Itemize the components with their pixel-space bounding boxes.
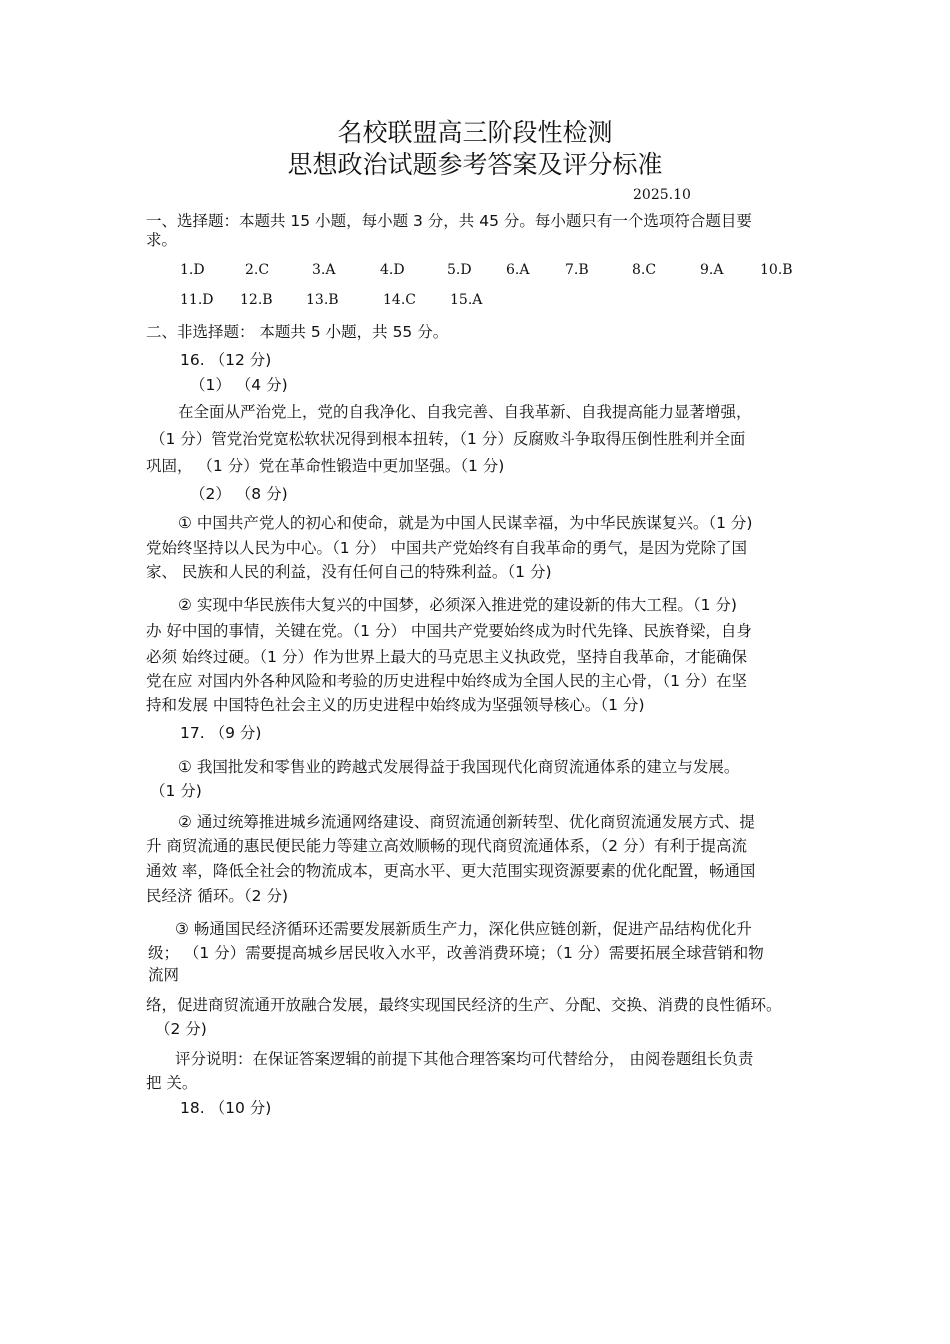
q16-part1-line: （1 分）管党治党宽松软状况得到根本扭转，（1 分）反腐败斗争取得压倒性胜利并全面 xyxy=(150,430,746,448)
q16-part2-line: 持和发展 中国特色社会主义的历史进程中始终成为坚强领导核心。（1 分) xyxy=(146,696,645,714)
q18-label: 18. （10 分) xyxy=(180,1099,272,1117)
q16-part2-line: 必须 始终过硬。（1 分）作为世界上最大的马克思主义执政党，坚持自我革命，才能确保 xyxy=(146,648,747,666)
q17-line: 升 商贸流通的惠民便民能力等建立高效顺畅的现代商贸流通体系，（2 分）有利于提高流 xyxy=(146,837,747,855)
answer-item: 14.C xyxy=(383,292,416,308)
answer-item: 7.B xyxy=(565,262,589,278)
q16-part2-line: 家、 民族和人民的利益，没有任何自己的特殊利益。（1 分) xyxy=(146,563,552,581)
q17-line: 流网 xyxy=(148,966,180,984)
answer-item: 8.C xyxy=(632,262,657,278)
section1-heading-line2: 求。 xyxy=(146,231,178,249)
q16-label: 16. （12 分) xyxy=(180,351,272,369)
title-line-1: 名校联盟高三阶段性检测 xyxy=(337,118,613,147)
q17-line: 络，促进商贸流通开放融合发展，最终实现国民经济的生产、分配、交换、消费的良性循环。 xyxy=(146,996,782,1014)
q17-line: ③ 畅通国民经济循环还需要发展新质生产力，深化供应链创新，促进产品结构优化升 xyxy=(175,920,752,938)
answer-item: 9.A xyxy=(700,262,724,278)
answer-item: 12.B xyxy=(240,292,273,308)
title-line-2: 思想政治试题参考答案及评分标准 xyxy=(287,150,663,179)
answer-item: 5.D xyxy=(447,262,472,278)
answer-item: 6.A xyxy=(506,262,530,278)
q16-part1-label: （1） （4 分) xyxy=(190,376,288,394)
answer-item: 4.D xyxy=(380,262,405,278)
answer-item: 11.D xyxy=(180,292,214,308)
scoring-note: 把 关。 xyxy=(146,1074,198,1092)
section2-heading: 二、非选择题： 本题共 5 小题，共 55 分。 xyxy=(146,323,449,341)
answer-item: 3.A xyxy=(312,262,336,278)
q17-line: （2 分) xyxy=(155,1020,207,1038)
q16-part2-line: 办 好中国的事情，关键在党。（1 分） 中国共产党要始终成为时代先锋、民族脊梁，自身 xyxy=(146,622,752,640)
q16-part1-line: 在全面从严治党上，党的自我净化、自我完善、自我革新、自我提高能力显著增强， xyxy=(178,403,752,421)
q16-part2-line: ① 中国共产党人的初心和使命，就是为中国人民谋幸福，为中华民族谋复兴。（1 分) xyxy=(178,514,753,532)
q17-line: 级； （1 分）需要提高城乡居民收入水平，改善消费环境；（1 分）需要拓展全球营销和物 xyxy=(148,944,764,962)
answer-item: 13.B xyxy=(306,292,339,308)
q17-line: 民经济 循环。（2 分) xyxy=(146,887,289,905)
q17-line: 通效 率，降低全社会的物流成本，更高水平、更大范围实现资源要素的优化配置，畅通国 xyxy=(146,862,756,880)
q17-line: （1 分) xyxy=(150,782,202,800)
q16-part2-line: ② 实现中华民族伟大复兴的中国梦，必须深入推进党的建设新的伟大工程。（1 分) xyxy=(178,596,737,614)
answer-item: 1.D xyxy=(180,262,205,278)
document-date: 2025.10 xyxy=(633,187,691,203)
q16-part2-line: 党在应 对国内外各种风险和考验的历史进程中始终成为全国人民的主心骨，（1 分）在坚 xyxy=(146,672,747,690)
q16-part2-line: 党始终坚持以人民为中心。（1 分） 中国共产党始终有自我革命的勇气，是因为党除了国 xyxy=(146,539,747,557)
q16-part1-line: 巩固， （1 分）党在革命性锻造中更加坚强。（1 分) xyxy=(146,457,505,475)
scoring-note: 评分说明：在保证答案逻辑的前提下其他合理答案均可代替给分， 由阅卷题组长负责 xyxy=(175,1050,754,1068)
answer-item: 10.B xyxy=(760,262,793,278)
section1-heading-line1: 一、选择题：本题共 15 小题，每小题 3 分，共 45 分。每小题只有一个选项符合题目要 xyxy=(146,212,752,230)
answer-item: 2.C xyxy=(245,262,270,278)
q17-label: 17. （9 分) xyxy=(180,724,262,742)
answer-item: 15.A xyxy=(450,292,483,308)
q16-part2-label: （2） （8 分) xyxy=(190,485,288,503)
q17-line: ② 通过统筹推进城乡流通网络建设、商贸流通创新转型、优化商贸流通发展方式、提 xyxy=(178,813,755,831)
q17-line: ① 我国批发和零售业的跨越式发展得益于我国现代化商贸流通体系的建立与发展。 xyxy=(178,758,740,776)
